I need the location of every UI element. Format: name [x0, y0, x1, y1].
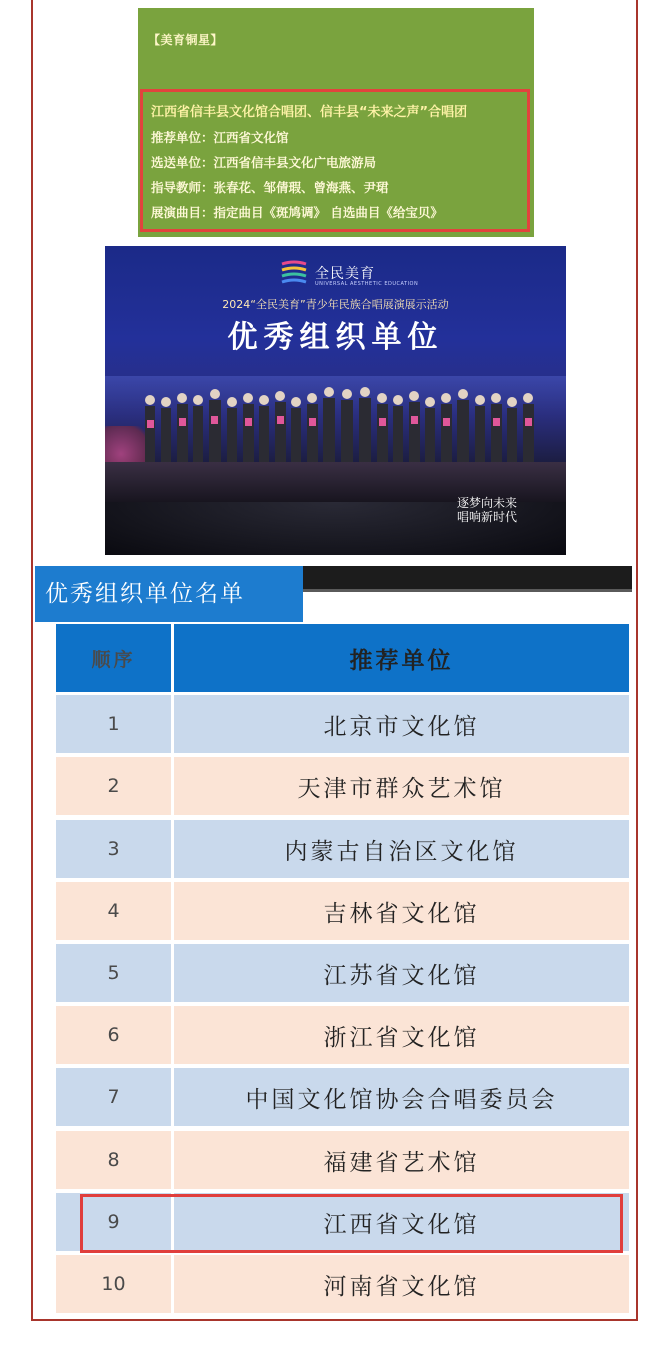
- row-order: 7: [56, 1068, 171, 1126]
- row-order: 8: [56, 1131, 171, 1189]
- table-header: [56, 624, 629, 692]
- list-heading-bar: [300, 566, 632, 592]
- award-card: [138, 8, 534, 237]
- column-header-order: 顺序: [56, 624, 171, 692]
- list-heading: 优秀组织单位名单: [35, 566, 303, 622]
- row-unit: 吉林省文化馆: [174, 882, 629, 940]
- row-order: 5: [56, 944, 171, 1002]
- award-recommender: 推荐单位：江西省文化馆: [151, 130, 289, 145]
- slogan-line-1: 逐梦向未来: [457, 496, 518, 510]
- table-row: [56, 695, 629, 753]
- award-highlight-box: [140, 89, 530, 232]
- row-order: 3: [56, 820, 171, 878]
- row-order: 9: [56, 1193, 171, 1251]
- award-songs: 展演曲目：指定曲目《斑鸠调》 自选曲目《给宝贝》: [151, 205, 443, 220]
- row-unit: 河南省文化馆: [174, 1255, 629, 1313]
- event-slogan: [457, 496, 517, 524]
- slogan-line-2: 唱响新时代: [457, 510, 518, 524]
- row-unit: 内蒙古自治区文化馆: [174, 820, 629, 878]
- table-row: [56, 757, 629, 815]
- row-order: 10: [56, 1255, 171, 1313]
- award-title: 江西省信丰县文化馆合唱团、信丰县“未来之声”合唱团: [151, 105, 468, 120]
- stage-headline: 优秀组织单位: [227, 320, 444, 355]
- row-order: 2: [56, 757, 171, 815]
- row-order: 1: [56, 695, 171, 753]
- row-unit: 北京市文化馆: [174, 695, 629, 753]
- table-row: [56, 1006, 629, 1064]
- table-row: [56, 820, 629, 878]
- row-unit: 江苏省文化馆: [174, 944, 629, 1002]
- row-unit: 江西省文化馆: [174, 1193, 629, 1251]
- column-header-unit: 推荐单位: [174, 624, 629, 692]
- group-of-awardees: [135, 386, 555, 466]
- activity-title: 2024“全民美育”青少年民族合唱展演展示活动: [222, 298, 449, 311]
- row-unit: 福建省艺术馆: [174, 1131, 629, 1189]
- row-unit: 中国文化馆协会合唱委员会: [174, 1068, 629, 1126]
- event-logo-text: 全民美育: [315, 266, 375, 282]
- row-unit: 浙江省文化馆: [174, 1006, 629, 1064]
- row-order: 4: [56, 882, 171, 940]
- event-logo-icon: [280, 260, 308, 286]
- table-row: [56, 882, 629, 940]
- award-tag: 【美育铜星】: [148, 33, 224, 47]
- table-row: [56, 1131, 629, 1189]
- row-order: 6: [56, 1006, 171, 1064]
- table-row: [56, 944, 629, 1002]
- table-row: [56, 1255, 629, 1313]
- ceremony-photo: [105, 246, 566, 555]
- award-submitter: 选送单位：江西省信丰县文化广电旅游局: [151, 155, 377, 170]
- table-row: [56, 1068, 629, 1126]
- table-row-highlighted: [56, 1193, 629, 1251]
- award-teachers: 指导教师：张春花、邹倩瑕、曾海燕、尹珺: [151, 180, 389, 195]
- event-logo-subtext: UNIVERSAL AESTHETIC EDUCATION: [315, 281, 419, 287]
- row-unit: 天津市群众艺术馆: [174, 757, 629, 815]
